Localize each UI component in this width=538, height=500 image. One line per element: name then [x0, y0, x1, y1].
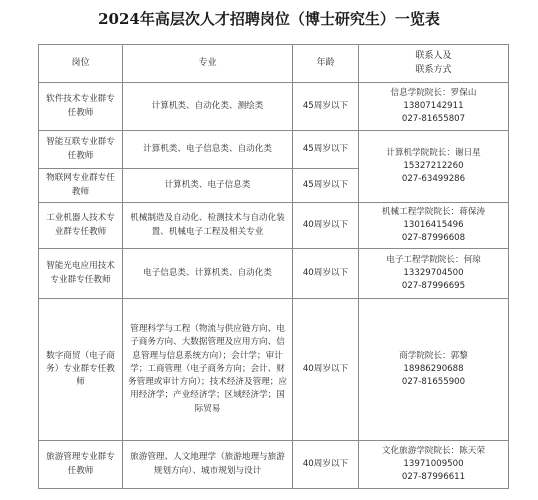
- contact-tel: 027-81655900: [401, 377, 466, 388]
- cell-position: 旅游管理专业群专任教师: [39, 441, 123, 489]
- cell-major: 机械制造及自动化、检测技术与自动化装置、机械电子工程及相关专业: [123, 203, 293, 249]
- contact-tel: 027-87996608: [401, 233, 466, 244]
- cell-contact: [359, 203, 509, 249]
- cell-contact: [359, 83, 509, 131]
- cell-contact: [359, 299, 509, 441]
- contact-tel: 027-81655807: [401, 114, 466, 125]
- cell-position: 数字商贸（电子商务）专业群专任教师: [39, 299, 123, 441]
- table-row: [39, 299, 509, 441]
- cell-age: 40周岁以下: [293, 249, 359, 299]
- cell-position: 智能光电应用技术专业群专任教师: [39, 249, 123, 299]
- cell-age: 40周岁以下: [293, 441, 359, 489]
- cell-major: 计算机类、电子信息类: [123, 169, 293, 203]
- contact-phone: 13807142911: [403, 100, 464, 111]
- contact-tel: 027-63499286: [401, 174, 466, 185]
- cell-position: 软件技术专业群专任教师: [39, 83, 123, 131]
- cell-position: 物联网专业群专任教师: [39, 169, 123, 203]
- contact-phone: 15327212260: [403, 160, 464, 171]
- header-contact: 联系人及 联系方式: [359, 45, 509, 83]
- contact-phone: 13016415496: [403, 219, 464, 230]
- table-row: [39, 83, 509, 131]
- cell-major: 管理科学与工程（物流与供应链方向、电子商务方向、大数据管理及应用方向、信息管理与信息系统方向）；会计学；审计学；工商管理（电子商务方向；会计、财务管理或审计方向）；技术经济及管理；应用经济学；产业经济学；区域经济学；国际贸易: [123, 299, 293, 441]
- cell-major: 旅游管理、人文地理学（旅游地理与旅游规划方向）、城市规划与设计: [123, 441, 293, 489]
- contact-name: 文化旅游学院院长：陈天荣: [381, 445, 486, 456]
- cell-age: 45周岁以下: [293, 169, 359, 203]
- cell-position: 智能互联专业群专任教师: [39, 131, 123, 169]
- contact-tel: 027-87996611: [401, 472, 466, 483]
- cell-contact: [359, 249, 509, 299]
- table-row: [39, 441, 509, 489]
- page-title: 2024年高层次人才招聘岗位（博士研究生）一览表: [98, 10, 440, 28]
- table-row: [39, 131, 509, 169]
- cell-major: 计算机类、电子信息类、自动化类: [123, 131, 293, 169]
- cell-major: 电子信息类、计算机类、自动化类: [123, 249, 293, 299]
- header-age: 年龄: [293, 45, 359, 83]
- table-row: [39, 203, 509, 249]
- contact-name: 机械工程学院院长：蒋保涛: [381, 206, 486, 217]
- cell-contact: [359, 131, 509, 203]
- cell-age: 40周岁以下: [293, 203, 359, 249]
- header-major: 专业: [123, 45, 293, 83]
- header-row: [39, 45, 509, 83]
- cell-position: 工业机器人技术专业群专任教师: [39, 203, 123, 249]
- cell-age: 45周岁以下: [293, 131, 359, 169]
- contact-name: 计算机学院院长：谢日星: [386, 147, 481, 158]
- table-row: [39, 249, 509, 299]
- cell-age: 45周岁以下: [293, 83, 359, 131]
- contact-phone: 13971009500: [403, 458, 464, 469]
- contact-phone: 13329704500: [403, 267, 464, 278]
- recruitment-table: [38, 44, 509, 489]
- cell-major: 计算机类、自动化类、测绘类: [123, 83, 293, 131]
- contact-tel: 027-87996695: [401, 281, 466, 292]
- header-position: 岗位: [39, 45, 123, 83]
- contact-phone: 18986290688: [403, 363, 464, 374]
- contact-name: 电子工程学院院长：何琼: [386, 254, 481, 265]
- cell-age: 40周岁以下: [293, 299, 359, 441]
- contact-name: 商学院院长：郭黎: [399, 350, 468, 361]
- contact-name: 信息学院院长：罗保山: [390, 87, 477, 98]
- cell-contact: [359, 441, 509, 489]
